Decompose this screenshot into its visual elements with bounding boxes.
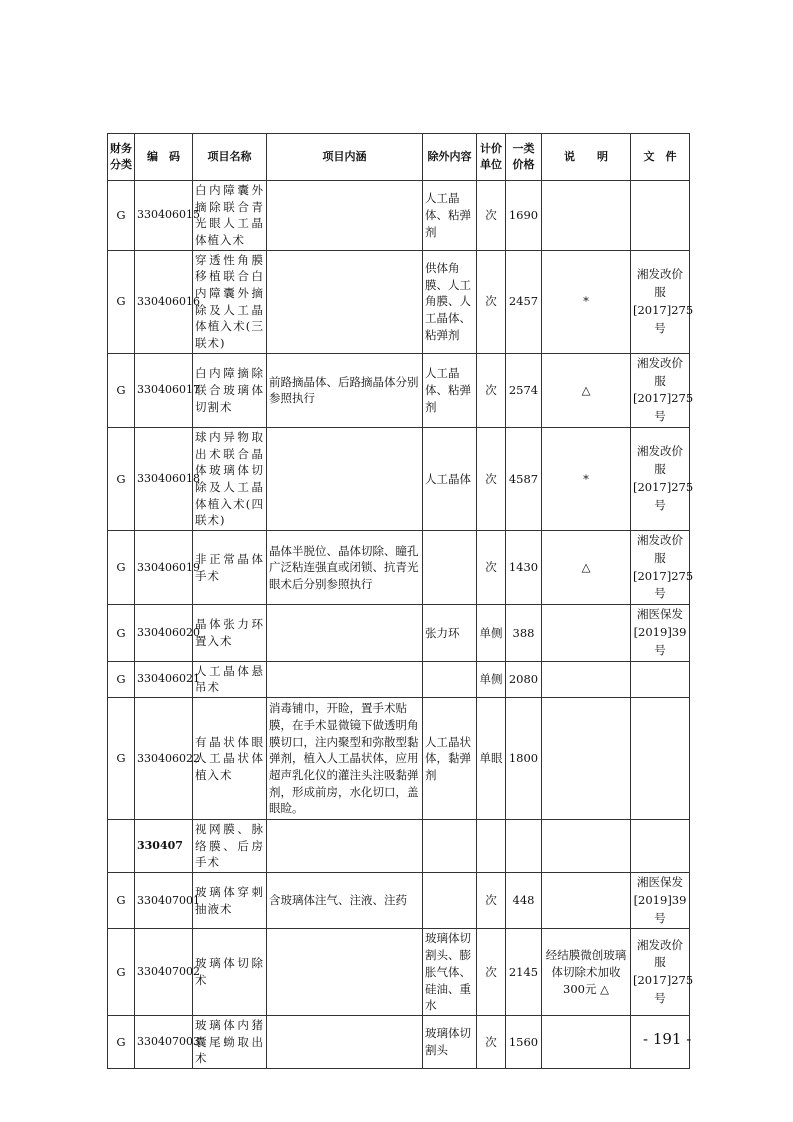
cell-name: 白内障囊外摘除联合青光眼人工晶体植入术 [193, 181, 267, 251]
cell-name: 晶体张力环置入术 [193, 605, 267, 661]
cell-note: △ [542, 531, 631, 605]
cell-name: 玻璃体内猪囊尾蚴取出术 [193, 1015, 267, 1068]
cell-note [542, 820, 631, 873]
header-content: 项目内涵 [267, 134, 423, 181]
cell-price: 1560 [506, 1015, 542, 1068]
table-row [108, 1015, 690, 1068]
cell-note [542, 698, 631, 820]
header-note: 说 明 [542, 134, 631, 181]
cell-content: 消毒铺巾，开睑，置手术贴膜，在手术显微镜下做透明角膜切口，注内聚型和弥散型黏弹剂，植入人工晶状体，应用超声乳化仪的灌注头注吸黏弹剂，形成前房，水化切口，盖眼睑。 [267, 698, 423, 820]
cell-note: * [542, 427, 631, 530]
cell-code: 330406019 [135, 531, 193, 605]
cell-note [542, 605, 631, 661]
cell-file [631, 698, 690, 820]
cell-excluded [423, 820, 477, 873]
cell-unit: 单眼 [477, 698, 506, 820]
cell-unit: 次 [477, 1015, 506, 1068]
header-code: 编 码 [135, 134, 193, 181]
cell-file: 湘发改价服[2017]275号 [631, 531, 690, 605]
cell-content [267, 820, 423, 873]
cell-name: 玻璃体穿刺抽液术 [193, 873, 267, 929]
cell-note [542, 1015, 631, 1068]
cell-price: 1430 [506, 531, 542, 605]
cell-unit: 次 [477, 181, 506, 251]
cell-unit [477, 820, 506, 873]
cell-price: 1800 [506, 698, 542, 820]
cell-file [631, 820, 690, 873]
cell-name: 白内障摘除联合玻璃体切割术 [193, 353, 267, 427]
cell-category: G [108, 181, 135, 251]
cell-excluded: 人工晶体 [423, 427, 477, 530]
cell-file: 湘发改价服[2017]275号 [631, 929, 690, 1015]
cell-code: 330406021 [135, 661, 193, 697]
cell-file [631, 181, 690, 251]
cell-unit: 次 [477, 873, 506, 929]
cell-content: 含玻璃体注气、注液、注药 [267, 873, 423, 929]
header-category: 财务分类 [108, 134, 135, 181]
cell-unit: 次 [477, 353, 506, 427]
cell-content [267, 250, 423, 353]
cell-file: 湘发改价服[2017]275号 [631, 427, 690, 530]
cell-unit: 单侧 [477, 661, 506, 697]
cell-content [267, 1015, 423, 1068]
cell-code: 330406017 [135, 353, 193, 427]
cell-code: 330407001 [135, 873, 193, 929]
cell-note [542, 181, 631, 251]
cell-content: 前路摘晶体、后路摘晶体分别参照执行 [267, 353, 423, 427]
cell-name: 视网膜、脉络膜、后房手术 [193, 820, 267, 873]
table-row [108, 353, 690, 427]
cell-category: G [108, 250, 135, 353]
cell-note: 经结膜微创玻璃体切除术加收300元 △ [542, 929, 631, 1015]
cell-file: 湘发改价服[2017]275号 [631, 353, 690, 427]
cell-file: 湘发改价服[2017]275号 [631, 250, 690, 353]
cell-price: 2574 [506, 353, 542, 427]
cell-price: 2080 [506, 661, 542, 697]
cell-content [267, 181, 423, 251]
section-row [108, 820, 690, 873]
cell-content [267, 661, 423, 697]
table-row [108, 873, 690, 929]
cell-code: 330407 [135, 820, 193, 873]
cell-price: 448 [506, 873, 542, 929]
cell-price: 2145 [506, 929, 542, 1015]
cell-file: 湘医保发[2019]39号 [631, 873, 690, 929]
cell-category: G [108, 698, 135, 820]
cell-unit: 次 [477, 531, 506, 605]
header-name: 项目名称 [193, 134, 267, 181]
cell-category: G [108, 929, 135, 1015]
cell-excluded [423, 531, 477, 605]
cell-content [267, 427, 423, 530]
cell-excluded: 张力环 [423, 605, 477, 661]
cell-excluded [423, 661, 477, 697]
page-number: - 191 - [643, 1030, 692, 1048]
cell-code: 330406015 [135, 181, 193, 251]
cell-category: G [108, 605, 135, 661]
cell-category: G [108, 873, 135, 929]
cell-category: G [108, 353, 135, 427]
cell-price: 2457 [506, 250, 542, 353]
cell-code: 330406022 [135, 698, 193, 820]
cell-code: 330406018 [135, 427, 193, 530]
cell-name: 人工晶体悬吊术 [193, 661, 267, 697]
cell-code: 330406016 [135, 250, 193, 353]
cell-unit: 单侧 [477, 605, 506, 661]
cell-excluded [423, 873, 477, 929]
cell-category: G [108, 1015, 135, 1068]
cell-name: 有晶状体眼人工晶状体植入术 [193, 698, 267, 820]
cell-content: 晶体半脱位、晶体切除、瞳孔广泛粘连强直或闭锁、抗青光眼术后分别参照执行 [267, 531, 423, 605]
cell-name: 球内异物取出术联合晶体玻璃体切除及人工晶体植入术(四联术) [193, 427, 267, 530]
table-row [108, 661, 690, 697]
cell-name: 玻璃体切除术 [193, 929, 267, 1015]
cell-category: G [108, 531, 135, 605]
cell-unit: 次 [477, 250, 506, 353]
header-row [108, 134, 690, 181]
cell-unit: 次 [477, 427, 506, 530]
cell-price [506, 820, 542, 873]
header-price: 一类价格 [506, 134, 542, 181]
cell-excluded: 人工晶体、粘弹剂 [423, 353, 477, 427]
cell-category: G [108, 661, 135, 697]
header-file: 文 件 [631, 134, 690, 181]
cell-category: G [108, 427, 135, 530]
cell-content [267, 929, 423, 1015]
cell-code: 330406020 [135, 605, 193, 661]
cell-excluded: 人工晶体、粘弹剂 [423, 181, 477, 251]
table-row [108, 181, 690, 251]
cell-note: * [542, 250, 631, 353]
cell-excluded: 玻璃体切割头、膨胀气体、硅油、重水 [423, 929, 477, 1015]
table-row [108, 250, 690, 353]
table-row [108, 531, 690, 605]
cell-price: 4587 [506, 427, 542, 530]
cell-price: 1690 [506, 181, 542, 251]
cell-unit: 次 [477, 929, 506, 1015]
table-row [108, 605, 690, 661]
cell-code: 330407002 [135, 929, 193, 1015]
table-row [108, 698, 690, 820]
cell-file: 湘医保发[2019]39号 [631, 605, 690, 661]
cell-category [108, 820, 135, 873]
cell-note [542, 661, 631, 697]
header-unit: 计价单位 [477, 134, 506, 181]
cell-content [267, 605, 423, 661]
cell-name: 穿透性角膜移植联合白内障囊外摘除及人工晶体植入术(三联术) [193, 250, 267, 353]
fee-table [107, 133, 694, 1069]
header-excluded: 除外内容 [423, 134, 477, 181]
table-row [108, 929, 690, 1015]
cell-price: 388 [506, 605, 542, 661]
cell-code: 330407003 [135, 1015, 193, 1068]
cell-note: △ [542, 353, 631, 427]
cell-file [631, 661, 690, 697]
cell-note [542, 873, 631, 929]
cell-excluded: 供体角膜、人工角膜、人工晶体、粘弹剂 [423, 250, 477, 353]
cell-excluded: 玻璃体切割头 [423, 1015, 477, 1068]
table-row [108, 427, 690, 530]
cell-excluded: 人工晶状体，黏弹剂 [423, 698, 477, 820]
cell-name: 非正常晶体手术 [193, 531, 267, 605]
